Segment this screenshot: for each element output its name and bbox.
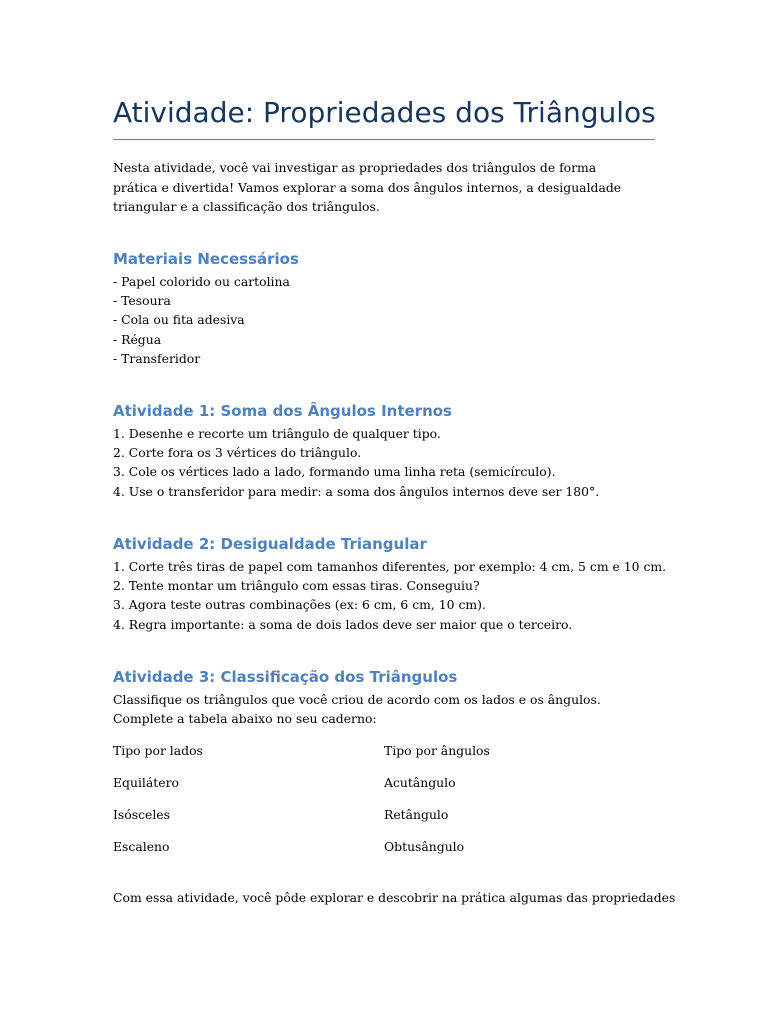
- activity1-heading: Atividade 1: Soma dos Ângulos Internos: [113, 402, 452, 420]
- list-item: 1. Corte três tiras de papel com tamanhos diferentes, por exemplo: 4 cm, 5 cm e 10 cm.: [113, 559, 667, 574]
- table-cell: Escaleno: [113, 839, 170, 854]
- intro-paragraph: Nesta atividade, você vai investigar as propriedades dos triângulos de forma prática e divertida! Vamos explorar a soma dos ângulos internos, a desigualdade triangular e a classificação dos triângulos.: [113, 160, 622, 214]
- list-item: - Cola ou fita adesiva: [113, 312, 245, 328]
- classification-table: [113, 741, 658, 869]
- list-item: - Tesoura: [113, 293, 171, 309]
- closing-paragraph: Com essa atividade, você pôde explorar e descobrir na prática algumas das propriedades: [113, 890, 676, 905]
- table-row: [113, 773, 658, 805]
- materials-heading: Materiais Necessários: [113, 250, 299, 268]
- table-header-row: [113, 741, 658, 773]
- activity2-steps: [113, 557, 666, 634]
- list-item: Complete a tabela abaixo no seu caderno:: [113, 711, 377, 727]
- page-title: Atividade: Propriedades dos Triângulos: [113, 96, 656, 129]
- activity2-heading: Atividade 2: Desigualdade Triangular: [113, 535, 427, 553]
- list-item: 2. Tente montar um triângulo com essas tiras. Conseguiu?: [113, 578, 480, 594]
- table-header-cell: Tipo por lados: [113, 743, 203, 758]
- table-cell: Obtusângulo: [384, 839, 465, 854]
- activity3-heading: Atividade 3: Classificação dos Triângulos: [113, 668, 458, 686]
- title-underline: [113, 139, 655, 140]
- materials-list: [113, 272, 290, 368]
- activity3-instructions: [113, 690, 601, 728]
- list-item: 4. Regra importante: a soma de dois lados deve ser maior que o terceiro.: [113, 616, 573, 632]
- table-cell: Isósceles: [113, 807, 170, 822]
- activity1-steps: [113, 424, 599, 501]
- table-cell: Acutângulo: [384, 775, 456, 790]
- list-item: - Transferidor: [113, 350, 201, 366]
- list-item: 3. Cole os vértices lado a lado, formando uma linha reta (semicírculo).: [113, 464, 556, 480]
- list-item: 4. Use o transferidor para medir: a soma dos ângulos internos deve ser 180°.: [113, 483, 600, 499]
- table-row: [113, 805, 658, 837]
- list-item: Classifique os triângulos que você criou de acordo com os lados e os ângulos.: [113, 692, 601, 707]
- list-item: - Régua: [113, 331, 162, 347]
- list-item: 1. Desenhe e recorte um triângulo de qualquer tipo.: [113, 426, 441, 441]
- table-cell: Retângulo: [384, 807, 449, 822]
- table-cell: Equilátero: [113, 775, 179, 790]
- table-header-cell: Tipo por ângulos: [384, 743, 490, 758]
- list-item: - Papel colorido ou cartolina: [113, 274, 290, 289]
- list-item: 2. Corte fora os 3 vértices do triângulo.: [113, 445, 362, 461]
- list-item: 3. Agora teste outras combinações (ex: 6 cm, 6 cm, 10 cm).: [113, 597, 486, 613]
- table-row: [113, 837, 658, 869]
